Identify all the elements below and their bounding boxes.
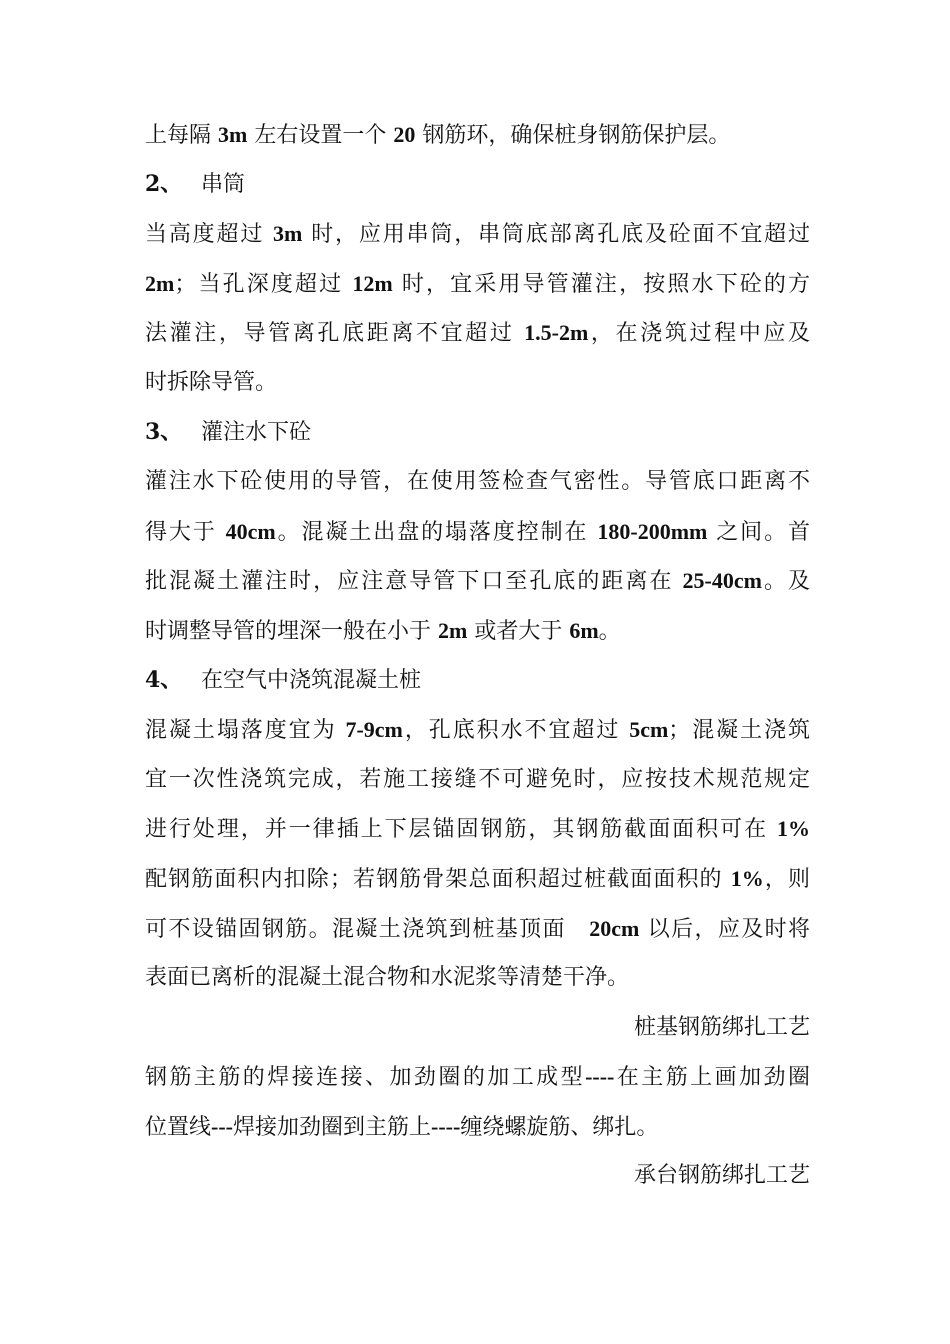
text-run: ；当孔深度超过 <box>174 271 353 297</box>
bold-value: 12m <box>352 270 393 296</box>
text-run: 当高度超过 <box>145 222 274 248</box>
text-run: 或者大于 <box>467 618 570 644</box>
body-text-line <box>145 1102 810 1152</box>
text-run: 进行处理，并一律插上下层锚固钢筋，其钢筋截面面积可在 <box>145 817 777 843</box>
text-run: 批混凝土灌注时，应注意导管下口至孔底的距离在 <box>145 569 683 595</box>
text-run: 灌注水下砼使用的导管，在使用签检查气密性。导管底口距离不 <box>145 469 810 495</box>
bold-value: 40cm <box>225 518 276 544</box>
text-run: 位置线 <box>145 1114 212 1140</box>
body-text-line <box>145 606 810 656</box>
bold-value: 1% <box>730 865 764 891</box>
text-run: 左右设置一个 <box>247 123 394 148</box>
body-text-line <box>145 556 810 606</box>
body-text-line <box>145 1052 810 1102</box>
body-text-line <box>145 308 810 358</box>
text-run: 以后，应及时将 <box>639 916 810 942</box>
bold-value: 20cm <box>589 915 640 941</box>
bold-value: 3m <box>273 221 303 247</box>
body-text-line <box>145 259 810 309</box>
text-run: 法灌注，导管离孔底距离不宜超过 <box>145 321 525 347</box>
section-title: 串筒 <box>201 171 246 197</box>
text-run: 表面已离析的混凝土混合物和水泥浆等清楚干净。 <box>145 965 630 991</box>
bold-value: 180-200mm <box>597 518 708 544</box>
bold-value: 6m <box>569 617 599 643</box>
text-run: 混凝土塌落度宜为 <box>145 718 346 744</box>
subsection-title: 承台钢筋绑扎工艺 <box>633 1163 810 1189</box>
section-number: 2、 <box>145 170 183 197</box>
text-run: 钢筋环，确保桩身钢筋保护层。 <box>415 123 731 148</box>
text-run: ；混凝土浇筑 <box>668 718 810 744</box>
section-title: 灌注水下砼 <box>201 419 312 445</box>
text-run: 焊接加劲圈到主筋上 <box>233 1114 432 1140</box>
body-text-line <box>145 110 810 160</box>
text-run: 时，宜采用导管灌注，按照水下砼的方 <box>392 271 810 297</box>
section-heading <box>145 160 810 210</box>
body-text-line <box>145 457 810 507</box>
body-text-line <box>145 804 810 854</box>
bold-value: 5cm <box>629 717 669 743</box>
section-number: 4、 <box>145 666 183 693</box>
text-run: ，孔底积水不宜超过 <box>402 718 630 744</box>
bold-value: 3m <box>218 122 248 147</box>
text-run: 。及 <box>761 569 810 595</box>
text-run: 得大于 <box>145 519 226 545</box>
bold-value: 25-40cm <box>682 568 762 594</box>
text-run: ，则 <box>763 866 810 892</box>
section-number: 3、 <box>145 418 183 445</box>
text-run: ，在浇筑过程中应及 <box>588 321 810 347</box>
text-run: 宜一次性浇筑完成，若施工接缝不可避免时，应按技术规范规定 <box>145 766 810 792</box>
body-text-line <box>145 705 810 755</box>
text-run: 时拆除导管。 <box>145 369 278 395</box>
text-run: 在主筋上画加劲圈 <box>614 1065 810 1091</box>
section-heading <box>145 408 810 458</box>
bold-value: 2m <box>145 270 175 296</box>
text-run: 时调整导管的埋深一般在小于 <box>145 618 438 644</box>
text-run: 钢筋主筋的焊接连接、加劲圈的加工成型 <box>145 1065 586 1091</box>
section-heading <box>145 656 810 706</box>
text-run: 配钢筋面积内扣除；若钢筋骨架总面积超过桩截面面积的 <box>145 866 731 892</box>
text-run: 时，应用串筒，串筒底部离孔底及砼面不宜超过 <box>302 222 810 248</box>
subsection-title: 桩基钢筋绑扎工艺 <box>633 1014 810 1040</box>
bold-value: 1.5-2m <box>524 320 589 346</box>
text-run: 缠绕螺旋筋、绑扎。 <box>460 1114 659 1140</box>
document-page <box>145 110 810 1201</box>
body-text-line <box>145 904 810 954</box>
bold-value: 7-9cm <box>345 717 403 743</box>
text-run: 上每隔 <box>145 123 218 148</box>
body-text-line <box>145 358 810 408</box>
section-title: 在空气中浇筑混凝土桩 <box>201 667 422 693</box>
body-text-line <box>145 953 810 1003</box>
bold-value: ---- <box>585 1064 615 1090</box>
body-text-line <box>145 209 810 259</box>
text-run: 。 <box>598 618 621 644</box>
text-run: 之间。首 <box>707 519 810 545</box>
bold-value: ---- <box>431 1113 461 1139</box>
text-run: 。混凝土出盘的塌落度控制在 <box>275 519 598 545</box>
body-text-line <box>145 854 810 904</box>
bold-value: 2m <box>438 617 468 643</box>
text-run: 可不设锚固钢筋。混凝土浇筑到桩基顶面 <box>145 916 590 942</box>
bold-value: 1% <box>777 816 810 842</box>
bold-value: 20 <box>393 122 416 147</box>
body-text-line <box>145 507 810 557</box>
bold-value: --- <box>211 1113 233 1139</box>
body-text-line <box>145 755 810 805</box>
